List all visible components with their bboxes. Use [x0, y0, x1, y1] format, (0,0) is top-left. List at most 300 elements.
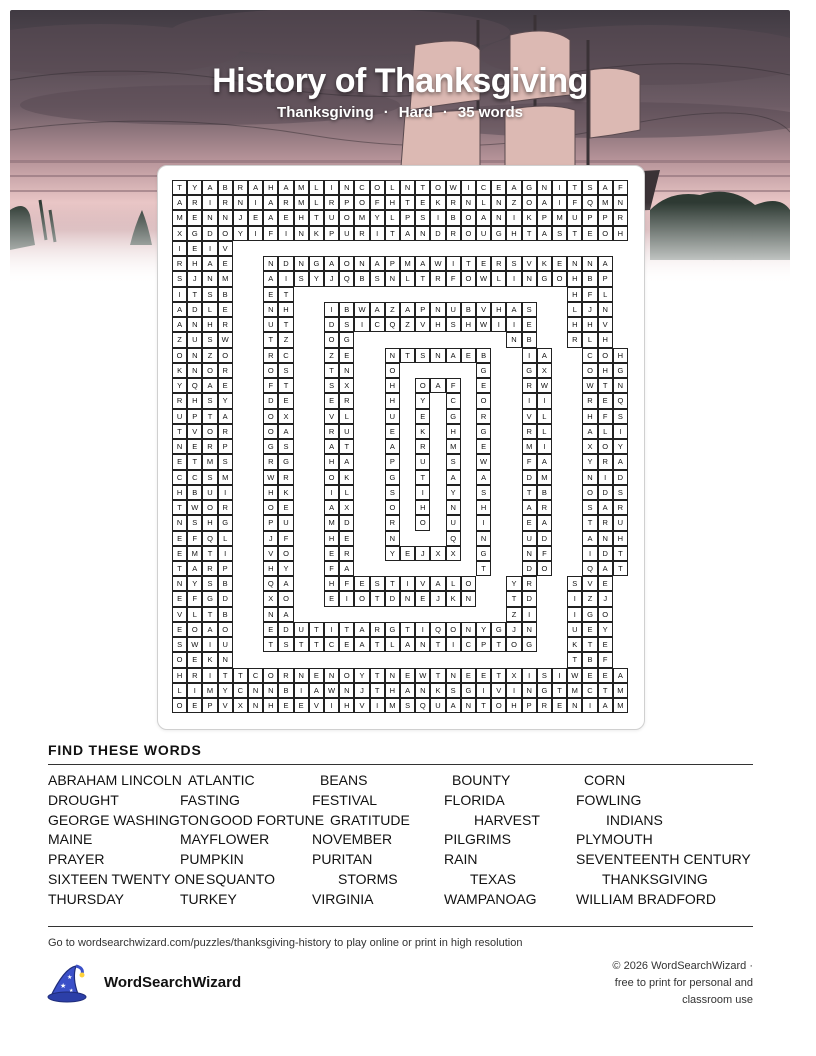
grid-cell[interactable]: I	[324, 698, 339, 713]
grid-cell[interactable]: N	[491, 210, 506, 225]
grid-cell[interactable]: Z	[385, 302, 400, 317]
grid-cell[interactable]: A	[537, 348, 552, 363]
grid-cell[interactable]: E	[187, 210, 202, 225]
grid-cell[interactable]: S	[446, 317, 461, 332]
grid-cell[interactable]: F	[263, 378, 278, 393]
grid-cell[interactable]: A	[172, 195, 187, 210]
grid-cell[interactable]: E	[522, 317, 537, 332]
grid-cell[interactable]: P	[263, 515, 278, 530]
grid-cell[interactable]: S	[552, 226, 567, 241]
grid-cell[interactable]: G	[522, 180, 537, 195]
grid-cell[interactable]: F	[187, 591, 202, 606]
grid-cell[interactable]: F	[263, 226, 278, 241]
grid-cell[interactable]: S	[506, 256, 521, 271]
grid-cell[interactable]: I	[400, 576, 415, 591]
grid-cell[interactable]: L	[567, 302, 582, 317]
grid-cell[interactable]: O	[461, 226, 476, 241]
grid-cell[interactable]: S	[370, 576, 385, 591]
grid-cell[interactable]: B	[339, 302, 354, 317]
grid-cell[interactable]: L	[309, 195, 324, 210]
grid-cell[interactable]: E	[187, 698, 202, 713]
grid-cell[interactable]: O	[339, 256, 354, 271]
grid-cell[interactable]: A	[370, 256, 385, 271]
grid-cell[interactable]: D	[339, 515, 354, 530]
grid-cell[interactable]: I	[476, 683, 491, 698]
grid-cell[interactable]: W	[218, 332, 233, 347]
grid-cell[interactable]: E	[339, 637, 354, 652]
grid-cell[interactable]: R	[522, 378, 537, 393]
grid-cell[interactable]: E	[278, 500, 293, 515]
grid-cell[interactable]: J	[354, 683, 369, 698]
grid-cell[interactable]: Q	[339, 271, 354, 286]
grid-cell[interactable]: A	[613, 668, 628, 683]
grid-cell[interactable]: F	[446, 271, 461, 286]
grid-cell[interactable]: N	[385, 531, 400, 546]
grid-cell[interactable]: T	[370, 637, 385, 652]
grid-cell[interactable]: E	[552, 256, 567, 271]
grid-cell[interactable]: S	[415, 210, 430, 225]
grid-cell[interactable]: C	[446, 393, 461, 408]
grid-cell[interactable]: R	[263, 454, 278, 469]
grid-cell[interactable]: E	[187, 439, 202, 454]
grid-cell[interactable]: E	[476, 439, 491, 454]
grid-cell[interactable]: B	[218, 180, 233, 195]
grid-cell[interactable]: U	[385, 409, 400, 424]
grid-cell[interactable]: C	[582, 683, 597, 698]
grid-cell[interactable]: O	[476, 393, 491, 408]
grid-cell[interactable]: W	[567, 668, 582, 683]
grid-cell[interactable]: T	[172, 180, 187, 195]
grid-cell[interactable]: R	[339, 546, 354, 561]
grid-cell[interactable]: E	[172, 546, 187, 561]
grid-cell[interactable]: L	[537, 409, 552, 424]
grid-cell[interactable]: O	[278, 546, 293, 561]
grid-cell[interactable]: J	[506, 622, 521, 637]
grid-cell[interactable]: L	[400, 271, 415, 286]
grid-cell[interactable]: G	[537, 271, 552, 286]
grid-cell[interactable]: P	[202, 698, 217, 713]
grid-cell[interactable]: T	[522, 485, 537, 500]
grid-cell[interactable]: I	[506, 271, 521, 286]
grid-cell[interactable]: W	[324, 683, 339, 698]
grid-cell[interactable]: D	[278, 256, 293, 271]
grid-cell[interactable]: H	[385, 393, 400, 408]
grid-cell[interactable]: V	[172, 607, 187, 622]
grid-cell[interactable]: A	[309, 683, 324, 698]
grid-cell[interactable]: R	[385, 515, 400, 530]
grid-cell[interactable]: A	[400, 637, 415, 652]
grid-cell[interactable]: A	[172, 317, 187, 332]
grid-cell[interactable]: P	[218, 439, 233, 454]
grid-cell[interactable]: E	[400, 546, 415, 561]
grid-cell[interactable]: N	[339, 363, 354, 378]
grid-cell[interactable]: W	[582, 378, 597, 393]
grid-cell[interactable]: T	[370, 668, 385, 683]
grid-cell[interactable]: Y	[172, 378, 187, 393]
grid-cell[interactable]: X	[263, 591, 278, 606]
grid-cell[interactable]: A	[522, 500, 537, 515]
grid-cell[interactable]: W	[415, 668, 430, 683]
grid-cell[interactable]: A	[537, 226, 552, 241]
grid-cell[interactable]: M	[522, 439, 537, 454]
grid-cell[interactable]: R	[218, 424, 233, 439]
grid-cell[interactable]: T	[370, 591, 385, 606]
grid-cell[interactable]: S	[172, 271, 187, 286]
grid-cell[interactable]: A	[400, 683, 415, 698]
grid-cell[interactable]: R	[446, 195, 461, 210]
grid-cell[interactable]: A	[248, 180, 263, 195]
grid-cell[interactable]: Q	[430, 622, 445, 637]
grid-cell[interactable]: N	[461, 195, 476, 210]
grid-cell[interactable]: B	[218, 607, 233, 622]
grid-cell[interactable]: M	[400, 256, 415, 271]
grid-cell[interactable]: H	[263, 698, 278, 713]
grid-cell[interactable]: N	[598, 531, 613, 546]
grid-cell[interactable]: L	[339, 485, 354, 500]
grid-cell[interactable]: C	[233, 683, 248, 698]
grid-cell[interactable]: H	[324, 531, 339, 546]
grid-cell[interactable]: M	[218, 470, 233, 485]
grid-cell[interactable]: A	[415, 256, 430, 271]
grid-cell[interactable]: G	[339, 332, 354, 347]
grid-cell[interactable]: A	[430, 378, 445, 393]
grid-cell[interactable]: M	[537, 470, 552, 485]
grid-cell[interactable]: O	[598, 607, 613, 622]
grid-cell[interactable]: A	[537, 454, 552, 469]
grid-cell[interactable]: N	[172, 515, 187, 530]
grid-cell[interactable]: R	[278, 195, 293, 210]
grid-cell[interactable]: T	[263, 637, 278, 652]
grid-cell[interactable]: E	[582, 622, 597, 637]
grid-cell[interactable]: T	[613, 561, 628, 576]
grid-cell[interactable]: I	[476, 515, 491, 530]
grid-cell[interactable]: N	[294, 256, 309, 271]
grid-cell[interactable]: H	[506, 698, 521, 713]
grid-cell[interactable]: Y	[278, 561, 293, 576]
grid-cell[interactable]: Z	[324, 348, 339, 363]
grid-cell[interactable]: S	[370, 271, 385, 286]
grid-cell[interactable]: Q	[187, 378, 202, 393]
grid-cell[interactable]: N	[415, 637, 430, 652]
grid-cell[interactable]: I	[172, 241, 187, 256]
grid-cell[interactable]: T	[309, 210, 324, 225]
grid-cell[interactable]: O	[354, 195, 369, 210]
grid-cell[interactable]: B	[461, 302, 476, 317]
grid-cell[interactable]: R	[567, 332, 582, 347]
grid-cell[interactable]: O	[218, 348, 233, 363]
grid-cell[interactable]: O	[172, 698, 187, 713]
grid-cell[interactable]: O	[385, 500, 400, 515]
grid-cell[interactable]: F	[598, 409, 613, 424]
grid-cell[interactable]: T	[582, 637, 597, 652]
grid-cell[interactable]: R	[218, 317, 233, 332]
grid-cell[interactable]: I	[339, 591, 354, 606]
grid-cell[interactable]: O	[172, 348, 187, 363]
grid-cell[interactable]: R	[233, 180, 248, 195]
grid-cell[interactable]: K	[567, 637, 582, 652]
grid-cell[interactable]: G	[187, 226, 202, 241]
grid-cell[interactable]: I	[613, 424, 628, 439]
grid-cell[interactable]: E	[476, 668, 491, 683]
grid-cell[interactable]: T	[613, 546, 628, 561]
grid-cell[interactable]: A	[278, 424, 293, 439]
grid-cell[interactable]: B	[278, 683, 293, 698]
grid-cell[interactable]: R	[187, 668, 202, 683]
grid-cell[interactable]: H	[263, 561, 278, 576]
grid-cell[interactable]: S	[172, 637, 187, 652]
grid-cell[interactable]: E	[476, 378, 491, 393]
grid-cell[interactable]: O	[187, 622, 202, 637]
grid-cell[interactable]: B	[476, 348, 491, 363]
grid-cell[interactable]: K	[172, 363, 187, 378]
grid-cell[interactable]: L	[598, 287, 613, 302]
grid-cell[interactable]: Y	[187, 576, 202, 591]
grid-cell[interactable]: U	[446, 302, 461, 317]
grid-cell[interactable]: V	[324, 409, 339, 424]
grid-cell[interactable]: N	[187, 317, 202, 332]
grid-cell[interactable]: T	[430, 668, 445, 683]
grid-cell[interactable]: L	[385, 210, 400, 225]
grid-cell[interactable]: U	[613, 515, 628, 530]
grid-cell[interactable]: X	[172, 226, 187, 241]
grid-cell[interactable]: S	[202, 393, 217, 408]
grid-cell[interactable]: E	[294, 698, 309, 713]
grid-cell[interactable]: G	[476, 363, 491, 378]
grid-cell[interactable]: S	[202, 470, 217, 485]
grid-cell[interactable]: H	[202, 317, 217, 332]
grid-cell[interactable]: E	[278, 393, 293, 408]
grid-cell[interactable]: E	[354, 576, 369, 591]
grid-cell[interactable]: D	[430, 226, 445, 241]
grid-cell[interactable]: V	[582, 576, 597, 591]
grid-cell[interactable]: O	[339, 668, 354, 683]
grid-cell[interactable]: D	[598, 546, 613, 561]
grid-cell[interactable]: N	[263, 683, 278, 698]
grid-cell[interactable]: K	[415, 424, 430, 439]
grid-cell[interactable]: N	[476, 531, 491, 546]
grid-cell[interactable]: V	[415, 317, 430, 332]
grid-cell[interactable]: A	[537, 515, 552, 530]
grid-cell[interactable]: L	[446, 576, 461, 591]
grid-cell[interactable]: Y	[506, 576, 521, 591]
grid-cell[interactable]: N	[415, 226, 430, 241]
grid-cell[interactable]: Y	[476, 622, 491, 637]
grid-cell[interactable]: A	[172, 302, 187, 317]
grid-cell[interactable]: I	[506, 210, 521, 225]
grid-cell[interactable]: F	[339, 576, 354, 591]
grid-cell[interactable]: E	[476, 256, 491, 271]
grid-cell[interactable]: M	[172, 210, 187, 225]
grid-cell[interactable]: D	[385, 591, 400, 606]
grid-cell[interactable]: A	[202, 378, 217, 393]
grid-cell[interactable]: T	[415, 180, 430, 195]
grid-cell[interactable]: P	[598, 210, 613, 225]
grid-cell[interactable]: H	[491, 302, 506, 317]
grid-cell[interactable]: B	[187, 485, 202, 500]
grid-cell[interactable]: Y	[187, 180, 202, 195]
grid-cell[interactable]: L	[598, 424, 613, 439]
grid-cell[interactable]: I	[582, 546, 597, 561]
grid-cell[interactable]: N	[613, 378, 628, 393]
grid-cell[interactable]: S	[385, 485, 400, 500]
grid-cell[interactable]: T	[491, 637, 506, 652]
grid-cell[interactable]: O	[461, 210, 476, 225]
grid-cell[interactable]: R	[354, 226, 369, 241]
grid-cell[interactable]: A	[598, 698, 613, 713]
grid-cell[interactable]: D	[218, 591, 233, 606]
grid-cell[interactable]: E	[582, 226, 597, 241]
grid-cell[interactable]: I	[522, 668, 537, 683]
grid-cell[interactable]: M	[598, 195, 613, 210]
grid-cell[interactable]: I	[522, 348, 537, 363]
grid-cell[interactable]: W	[476, 271, 491, 286]
grid-cell[interactable]: J	[324, 271, 339, 286]
grid-cell[interactable]: R	[324, 195, 339, 210]
grid-cell[interactable]: O	[218, 622, 233, 637]
grid-cell[interactable]: S	[567, 576, 582, 591]
grid-cell[interactable]: O	[263, 668, 278, 683]
grid-cell[interactable]: P	[400, 210, 415, 225]
grid-cell[interactable]: G	[491, 622, 506, 637]
grid-cell[interactable]: I	[506, 683, 521, 698]
grid-cell[interactable]: R	[522, 424, 537, 439]
grid-cell[interactable]: W	[187, 637, 202, 652]
grid-cell[interactable]: T	[202, 607, 217, 622]
grid-cell[interactable]: T	[400, 195, 415, 210]
grid-cell[interactable]: A	[278, 607, 293, 622]
grid-cell[interactable]: R	[491, 256, 506, 271]
grid-cell[interactable]: I	[537, 393, 552, 408]
grid-cell[interactable]: X	[582, 439, 597, 454]
grid-cell[interactable]: F	[278, 531, 293, 546]
grid-cell[interactable]: S	[476, 485, 491, 500]
grid-cell[interactable]: S	[613, 485, 628, 500]
grid-cell[interactable]: A	[506, 180, 521, 195]
grid-cell[interactable]: N	[567, 698, 582, 713]
grid-cell[interactable]: X	[506, 668, 521, 683]
grid-cell[interactable]: E	[522, 515, 537, 530]
grid-cell[interactable]: E	[461, 348, 476, 363]
grid-cell[interactable]: T	[172, 424, 187, 439]
grid-cell[interactable]: N	[233, 195, 248, 210]
grid-cell[interactable]: E	[187, 241, 202, 256]
grid-cell[interactable]: N	[263, 607, 278, 622]
grid-cell[interactable]: E	[400, 668, 415, 683]
grid-cell[interactable]: G	[309, 256, 324, 271]
grid-cell[interactable]: O	[263, 363, 278, 378]
grid-cell[interactable]: M	[187, 546, 202, 561]
grid-cell[interactable]: V	[476, 302, 491, 317]
grid-cell[interactable]: E	[582, 668, 597, 683]
grid-cell[interactable]: O	[598, 439, 613, 454]
grid-cell[interactable]: J	[582, 302, 597, 317]
grid-cell[interactable]: G	[278, 454, 293, 469]
grid-cell[interactable]: T	[218, 668, 233, 683]
grid-cell[interactable]: I	[446, 637, 461, 652]
grid-cell[interactable]: O	[202, 424, 217, 439]
grid-cell[interactable]: D	[324, 317, 339, 332]
grid-cell[interactable]: H	[339, 698, 354, 713]
grid-cell[interactable]: E	[309, 668, 324, 683]
grid-cell[interactable]: E	[278, 210, 293, 225]
grid-cell[interactable]: X	[339, 500, 354, 515]
grid-cell[interactable]: V	[598, 317, 613, 332]
grid-cell[interactable]: I	[537, 439, 552, 454]
grid-cell[interactable]: R	[172, 256, 187, 271]
grid-cell[interactable]: A	[613, 454, 628, 469]
grid-cell[interactable]: G	[522, 637, 537, 652]
grid-cell[interactable]: R	[278, 470, 293, 485]
grid-cell[interactable]: O	[339, 210, 354, 225]
grid-cell[interactable]: S	[582, 500, 597, 515]
grid-cell[interactable]: P	[522, 698, 537, 713]
grid-cell[interactable]: T	[385, 226, 400, 241]
grid-cell[interactable]: A	[324, 256, 339, 271]
grid-cell[interactable]: T	[233, 668, 248, 683]
grid-cell[interactable]: B	[218, 576, 233, 591]
grid-cell[interactable]: C	[187, 470, 202, 485]
grid-cell[interactable]: A	[202, 622, 217, 637]
grid-cell[interactable]: C	[476, 180, 491, 195]
grid-cell[interactable]: N	[218, 652, 233, 667]
grid-cell[interactable]: T	[430, 637, 445, 652]
grid-cell[interactable]: E	[218, 256, 233, 271]
grid-cell[interactable]: O	[598, 348, 613, 363]
grid-cell[interactable]: R	[415, 439, 430, 454]
grid-cell[interactable]: W	[446, 180, 461, 195]
grid-cell[interactable]: O	[354, 591, 369, 606]
grid-cell[interactable]: A	[187, 561, 202, 576]
grid-cell[interactable]: H	[582, 317, 597, 332]
grid-cell[interactable]: F	[446, 378, 461, 393]
grid-cell[interactable]: E	[172, 454, 187, 469]
grid-cell[interactable]: N	[522, 271, 537, 286]
grid-cell[interactable]: H	[385, 683, 400, 698]
grid-cell[interactable]: R	[613, 210, 628, 225]
grid-cell[interactable]: N	[263, 302, 278, 317]
grid-cell[interactable]: I	[415, 622, 430, 637]
grid-cell[interactable]: M	[567, 683, 582, 698]
grid-cell[interactable]: V	[263, 546, 278, 561]
grid-cell[interactable]: S	[278, 363, 293, 378]
grid-cell[interactable]: N	[522, 683, 537, 698]
grid-cell[interactable]: H	[385, 378, 400, 393]
grid-cell[interactable]: E	[415, 591, 430, 606]
grid-cell[interactable]: P	[598, 271, 613, 286]
grid-cell[interactable]: T	[278, 317, 293, 332]
grid-cell[interactable]: M	[294, 180, 309, 195]
grid-cell[interactable]: A	[324, 500, 339, 515]
grid-cell[interactable]: U	[263, 317, 278, 332]
grid-cell[interactable]: N	[263, 256, 278, 271]
grid-cell[interactable]: N	[522, 622, 537, 637]
grid-cell[interactable]: O	[582, 363, 597, 378]
grid-cell[interactable]: U	[567, 210, 582, 225]
grid-cell[interactable]: H	[461, 317, 476, 332]
grid-cell[interactable]: H	[187, 256, 202, 271]
grid-cell[interactable]: Q	[202, 531, 217, 546]
grid-cell[interactable]: T	[187, 454, 202, 469]
grid-cell[interactable]: X	[233, 698, 248, 713]
grid-cell[interactable]: I	[582, 698, 597, 713]
grid-cell[interactable]: S	[415, 348, 430, 363]
grid-cell[interactable]: T	[522, 226, 537, 241]
grid-cell[interactable]: S	[218, 454, 233, 469]
grid-cell[interactable]: E	[491, 180, 506, 195]
grid-cell[interactable]: A	[324, 439, 339, 454]
grid-cell[interactable]: H	[324, 576, 339, 591]
grid-cell[interactable]: D	[613, 470, 628, 485]
